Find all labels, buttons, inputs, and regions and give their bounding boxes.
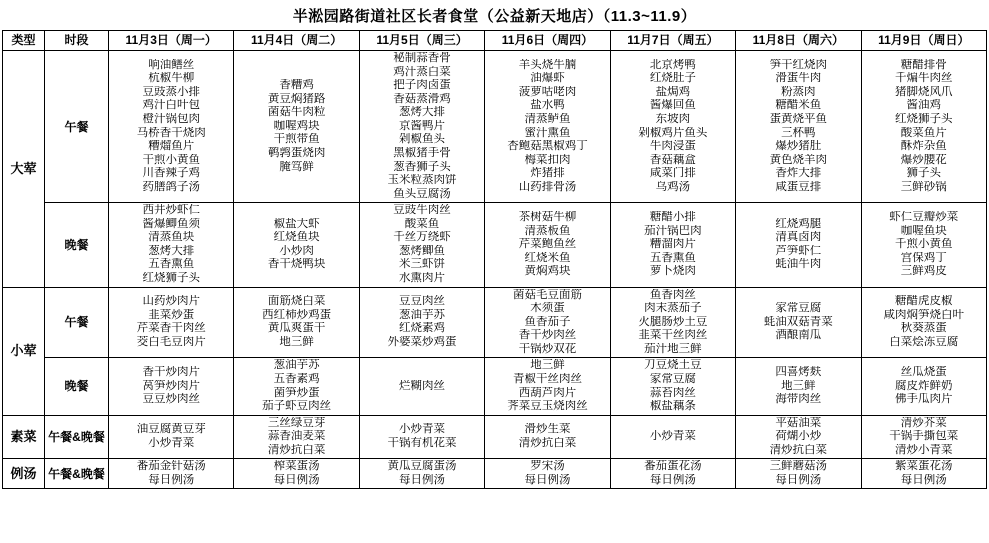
menu-item: 西葫芦肉片 [518,386,577,399]
menu-item: 香干炒肉片 [142,366,200,379]
menu-item: 酸菜鱼 [404,217,440,230]
menu-item: 小炒肉 [279,244,314,257]
menu-cell [234,415,359,459]
menu-item: 滑炒生菜 [524,423,571,436]
menu-cell [736,287,861,358]
menu-item: 清蒸鲈鱼 [524,113,571,126]
menu-cell [736,459,861,489]
menu-item: 丝瓜烧蛋 [900,366,947,379]
menu-item: 响油鳝丝 [148,58,195,71]
menu-item: 小炒青菜 [649,430,696,443]
column-header-day-7: 11月9日（周日） [861,31,986,51]
menu-cell [359,358,484,415]
menu-item: 每日例汤 [148,473,195,486]
menu-cell [861,203,986,287]
menu-table [2,30,987,489]
table-body [3,51,987,489]
menu-cell [485,203,610,287]
menu-item: 小炒青菜 [399,423,446,436]
menu-item: 羊头烧牛腩 [518,58,577,71]
menu-item: 每日例汤 [273,473,320,486]
column-header-day-6: 11月8日（周六） [736,31,861,51]
menu-item: 鱼头豆腐汤 [393,187,451,200]
menu-cell [109,459,234,489]
menu-item: 山药排骨汤 [518,180,577,193]
menu-item: 爆炒腰花 [900,153,947,166]
menu-cell [610,51,735,203]
menu-cell [736,415,861,459]
menu-item: 药膳鸽子汤 [142,180,200,193]
menu-item: 红烧鱼块 [273,231,320,244]
menu-item: 蚝油双菇青菜 [763,315,833,328]
menu-item: 山药炒肉片 [142,295,200,308]
menu-item: 秋葵蒸蛋 [900,322,947,335]
menu-item: 京酱鸭片 [399,119,446,132]
menu-cell [485,51,610,203]
menu-item: 外婆菜炒鸡蛋 [387,336,457,349]
menu-item: 香干炒肉丝 [518,329,577,342]
menu-cell [234,459,359,489]
menu-item: 葱油芋苏 [399,308,446,321]
menu-cell [109,358,234,415]
menu-item: 笋干红烧肉 [769,58,828,71]
menu-item: 酱爆回鱼 [649,99,696,112]
menu-item: 把子肉卤蛋 [393,79,451,92]
menu-cell [234,203,359,287]
menu-item: 酸菜鱼片 [900,126,947,139]
column-header-day-5: 11月7日（周五） [610,31,735,51]
row-header-type: 大荤 [3,51,45,288]
menu-item: 粉蒸肉 [781,85,816,98]
menu-item: 葱油芋苏 [273,359,320,372]
menu-item: 黄瓜豆腐蛋汤 [387,460,457,473]
menu-item: 平菇油菜 [775,416,822,429]
menu-cell [359,51,484,203]
menu-item: 韭菜干丝肉丝 [638,329,708,342]
menu-item: 千丝万绕虾 [393,231,451,244]
menu-cell [485,358,610,415]
row-header-type: 素菜 [3,415,45,459]
menu-cell [234,358,359,415]
menu-item: 菌菇牛肉粒 [267,106,326,119]
menu-item: 咸菜门排 [649,167,696,180]
menu-item: 三丝绿豆芽 [267,416,326,429]
menu-item: 肉末蒸茄子 [644,302,702,315]
menu-item: 蒜苔肉丝 [649,386,696,399]
menu-item: 白菜烩冻豆腐 [889,336,959,349]
row-header-meal: 午餐 [45,51,109,203]
menu-cell [861,51,986,203]
menu-item: 鹌鹑蛋烧肉 [267,146,326,159]
menu-item: 蛋黄烧平鱼 [769,113,828,126]
menu-item: 四喜烤麸 [775,366,822,379]
menu-item: 豆豉牛肉丝 [393,204,451,217]
menu-item: 茄汁地三鲜 [644,342,702,355]
menu-item: 酱爆鲫鱼须 [142,217,200,230]
menu-item: 地三鲜 [530,359,565,372]
menu-item: 清炒抗白菜 [769,443,828,456]
menu-item: 红烧狮子头 [895,113,953,126]
menu-item: 黄焖鸡块 [524,265,571,278]
menu-item: 三鲜蘑菇汤 [769,460,828,473]
menu-cell [359,287,484,358]
row-header-meal: 晚餐 [45,358,109,415]
menu-item: 红烧狮子头 [142,272,200,284]
menu-item: 鱼香茄子 [524,315,571,328]
menu-cell [861,459,986,489]
menu-item: 烂糊肉丝 [399,379,446,392]
menu-cell [736,358,861,415]
row-header-meal: 午餐&晚餐 [45,415,109,459]
menu-item: 香菇藕盒 [649,153,696,166]
menu-item: 每日例汤 [649,473,696,486]
menu-item: 红烧米鱼 [524,251,571,264]
menu-item: 家常豆腐 [649,372,696,385]
menu-item: 五香素鸡 [273,372,320,385]
menu-item: 千煎小黄鱼 [895,238,953,251]
menu-item: 火腿肠炒土豆 [638,315,708,328]
menu-cell [485,459,610,489]
menu-item: 糖醋米鱼 [775,99,822,112]
menu-item: 鸡汁白叶包 [142,99,200,112]
menu-item: 乌鸡汤 [655,180,691,193]
menu-cell [610,287,735,358]
menu-item: 梅菜扣肉 [524,153,571,166]
row-header-meal: 晚餐 [45,203,109,287]
menu-item: 秘制蒜香骨 [393,52,451,64]
menu-cell [109,415,234,459]
menu-item: 清炒抗白菜 [518,436,577,449]
menu-item: 水熏肉片 [399,272,446,284]
menu-item: 芹菜鲍鱼丝 [518,238,577,251]
row-header-meal: 午餐 [45,287,109,358]
menu-item: 三鲜鸡皮 [900,265,947,278]
menu-item: 牛肉浸蛋 [649,140,696,153]
menu-item: 红烧肚子 [649,72,696,85]
menu-cell [610,415,735,459]
menu-item: 地三鲜 [279,336,314,349]
menu-cell [861,358,986,415]
menu-item: 清蒸鱼块 [148,231,195,244]
menu-item: 玉米粒蒸肉饼 [387,174,457,187]
menu-item: 香干烧鸭块 [267,258,326,271]
menu-item: 刀豆烧土豆 [644,359,702,372]
menu-item: 黑椒猪手骨 [393,146,451,159]
menu-item: 杏鲍菇黑椒鸡丁 [507,140,588,153]
menu-item: 每日例汤 [399,473,446,486]
menu-cell [610,459,735,489]
menu-cell [485,287,610,358]
menu-item: 糖醋小排 [649,210,696,223]
menu-item: 葱烤鲫鱼 [399,244,446,257]
menu-item: 紫菜蛋花汤 [895,460,953,473]
menu-cell [234,287,359,358]
menu-item: 西红柿炒鸡蛋 [262,308,332,321]
menu-item: 香炸大排 [775,167,822,180]
menu-cell [109,203,234,287]
menu-item: 三杯鸭 [781,126,816,139]
menu-item: 橙汁锅包肉 [142,113,200,126]
table-row [3,51,987,203]
menu-item: 芦笋虾仁 [775,244,822,257]
menu-item: 豆豆肉丝 [399,295,446,308]
menu-item: 茭白毛豆肉片 [136,336,206,349]
menu-item: 豆豆炒肉丝 [142,393,200,406]
menu-item: 茄子虾豆肉丝 [262,400,332,413]
menu-item: 番茄金针菇汤 [136,460,206,473]
menu-item: 腐皮炸鲜奶 [895,379,953,392]
column-header-type: 类型 [3,31,45,51]
menu-item: 油爆虾 [530,72,565,85]
menu-item: 地三鲜 [781,379,816,392]
row-header-type: 例汤 [3,459,45,489]
column-header-day-1: 11月3日（周一） [109,31,234,51]
menu-item: 香糟鸡 [279,79,314,92]
menu-item: 酱油鸡 [906,99,942,112]
menu-item: 红烧素鸡 [399,322,446,335]
menu-item: 菠萝咕咾肉 [518,85,577,98]
menu-item: 荷煳小炒 [775,430,822,443]
menu-item: 椒盐藕条 [649,400,696,413]
menu-item: 干锅有机花菜 [387,436,457,449]
menu-item: 酥炸杂鱼 [900,140,947,153]
menu-item: 糟溜肉片 [649,238,696,251]
menu-item: 清蒸板鱼 [524,224,571,237]
menu-item: 北京烤鸭 [649,58,696,71]
menu-item: 干锅手撕包菜 [889,430,959,443]
menu-item: 韭菜炒蛋 [148,308,195,321]
menu-item: 葱烤大排 [399,106,446,119]
menu-item: 佛手瓜肉片 [895,393,953,406]
row-header-meal: 午餐&晚餐 [45,459,109,489]
menu-item: 鸡汁蒸白菜 [393,65,451,78]
page-title: 半淞园路街道社区长者食堂（公益新天地店）（11.3~11.9） [292,8,697,25]
menu-cell [861,287,986,358]
menu-item: 每日例汤 [900,473,947,486]
menu-item: 蚝油牛肉 [775,258,822,271]
menu-item: 蒜香油麦菜 [267,430,326,443]
menu-item: 盐焗鸡 [655,85,691,98]
menu-item: 红烧鸡腿 [775,217,822,230]
menu-item: 咖喔鱼块 [900,224,947,237]
menu-item: 酒酿南瓜 [775,329,822,342]
row-header-type: 小荤 [3,287,45,415]
menu-item: 鱼香肉丝 [649,288,696,301]
menu-item: 宫保鸡丁 [900,251,947,264]
menu-item: 香菇蒸滑鸡 [393,92,451,105]
menu-item: 狮子头 [906,167,942,180]
menu-item: 青椒干丝肉丝 [512,372,582,385]
menu-item: 每日例汤 [775,473,822,486]
menu-item: 芹菜香干肉丝 [136,322,206,335]
table-header [3,31,987,51]
menu-item: 菌菇毛豆面筋 [512,288,582,301]
table-row [3,459,987,489]
menu-item: 蜜汁熏鱼 [524,126,571,139]
menu-item: 番茄蛋花汤 [644,460,702,473]
menu-item: 黄色烧羊肉 [769,153,828,166]
menu-item: 茶树菇牛柳 [518,210,577,223]
menu-item: 猪脚烧风爪 [895,85,953,98]
menu-item: 菌笋炒蛋 [273,386,320,399]
menu-item: 萝卜烧肉 [649,265,696,278]
menu-item: 豆豉蒸小排 [142,85,200,98]
menu-cell [861,415,986,459]
menu-item: 杭椒牛柳 [148,72,195,85]
menu-cell [485,415,610,459]
menu-item: 糖醋排骨 [900,58,947,71]
column-header-day-4: 11月6日（周四） [485,31,610,51]
menu-cell [736,203,861,287]
menu-item: 榨菜蛋汤 [273,460,320,473]
menu-cell [736,51,861,203]
menu-item: 川香辣子鸡 [142,167,200,180]
menu-item: 清炒抗白菜 [267,443,326,456]
menu-item: 葱香狮子头 [393,160,451,173]
menu-item: 糟熘鱼片 [148,140,195,153]
menu-item: 腌笃鲜 [279,160,314,173]
menu-cell [610,358,735,415]
column-header-day-2: 11月4日（周二） [234,31,359,51]
table-row [3,415,987,459]
menu-cell [610,203,735,287]
menu-item: 咸肉焖笋烧白叶 [883,308,965,321]
menu-item: 罗宋汤 [530,460,565,473]
menu-item: 咖喔鸡块 [273,119,320,132]
column-header-day-3: 11月5日（周三） [359,31,484,51]
menu-item: 米三虾饼 [399,258,446,271]
menu-item: 干煎小黄鱼 [142,153,200,166]
menu-item: 油豆腐黄豆芽 [136,423,206,436]
menu-cell [109,51,234,203]
table-row [3,203,987,287]
menu-item: 黄瓜爽蛋干 [267,322,326,335]
menu-item: 清炒芥菜 [900,416,947,429]
column-header-meal: 时段 [45,31,109,51]
menu-cell [359,203,484,287]
menu-item: 葱烤大排 [148,244,195,257]
menu-item: 剁椒鸡片鱼头 [638,126,708,139]
menu-item: 咸蛋豆排 [775,180,822,193]
menu-item: 东坡肉 [655,113,691,126]
menu-item: 每日例汤 [524,473,571,486]
menu-item: 木须蛋 [530,302,565,315]
menu-item: 三鲜砂锅 [900,180,947,193]
menu-item: 黄豆焖猪路 [267,92,326,105]
menu-item: 干锅炒双花 [518,342,577,355]
menu-item: 剁椒鱼头 [399,133,446,146]
menu-item: 西井炒虾仁 [142,204,200,217]
menu-item: 荠菜豆玉烧肉丝 [507,400,588,413]
menu-item: 清真卤肉 [775,231,822,244]
menu-item: 莴笋炒肉片 [142,379,200,392]
menu-item: 马桥香干烧肉 [136,126,206,139]
menu-item: 面筋烧白菜 [267,295,326,308]
menu-item: 五香熏鱼 [649,251,696,264]
menu-cell [109,287,234,358]
menu-item: 滑蛋牛肉 [775,72,822,85]
menu-item: 盐水鸭 [530,99,565,112]
menu-cell [359,459,484,489]
header-row [3,31,987,51]
menu-item: 炸猪排 [530,167,565,180]
menu-item: 糖醋虎皮椒 [895,295,953,308]
menu-item: 虾仁豆瓣炒菜 [889,210,959,223]
menu-item: 干煎带鱼 [273,133,320,146]
menu-item: 家常豆腐 [775,302,822,315]
menu-cell [359,415,484,459]
menu-item: 椒盐大虾 [273,217,320,230]
menu-item: 海带肉丝 [775,393,822,406]
menu-item: 千煸牛肉丝 [895,72,953,85]
menu-cell [234,51,359,203]
menu-item: 爆炒猪肚 [775,140,822,153]
table-row [3,358,987,415]
menu-item: 小炒青菜 [148,436,195,449]
menu-item: 清炒小青菜 [895,443,953,456]
menu-item: 茄汁锅巴肉 [644,224,702,237]
menu-item: 五香熏鱼 [148,258,195,271]
table-row [3,287,987,358]
